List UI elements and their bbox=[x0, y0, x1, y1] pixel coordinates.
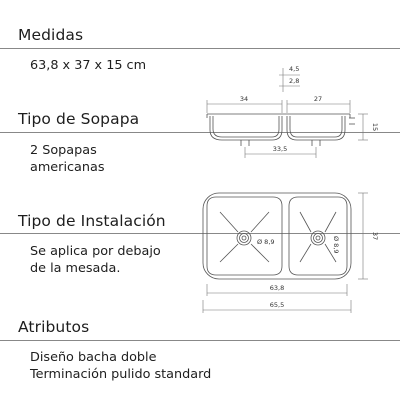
side-dimension-lines bbox=[207, 68, 368, 158]
dim-outer-width: 65,5 bbox=[269, 301, 285, 309]
dim-bottom: 33,5 bbox=[272, 145, 288, 153]
drain-right-icon bbox=[311, 231, 325, 245]
dim-height: 15 bbox=[371, 122, 379, 132]
atributos-line-2: Terminación pulido standard bbox=[30, 367, 212, 382]
drain-right-label: Ø 8,9 bbox=[332, 236, 340, 254]
dim-top-small: 4,5 bbox=[289, 65, 300, 73]
heading-medidas: Medidas bbox=[18, 26, 84, 44]
top-dimension-lines bbox=[203, 193, 368, 313]
heading-tipo-instalacion: Tipo de Instalación bbox=[18, 212, 166, 230]
drain-left-label: Ø 8,9 bbox=[257, 238, 275, 246]
drain-left-icon bbox=[237, 231, 251, 245]
atributos-line-1: Diseño bacha doble bbox=[30, 350, 157, 365]
heading-tipo-sopapa: Tipo de Sopapa bbox=[18, 110, 140, 128]
sopapa-line-2: americanas bbox=[30, 160, 105, 175]
dim-depth: 37 bbox=[371, 231, 379, 241]
medidas-value-text: 63,8 x 37 x 15 cm bbox=[30, 58, 147, 73]
dim-right-width: 27 bbox=[313, 95, 323, 103]
heading-atributos: Atributos bbox=[18, 318, 90, 336]
instalacion-line-1: Se aplica por debajo bbox=[30, 244, 161, 259]
dim-inner-width: 63,8 bbox=[269, 284, 285, 292]
sopapa-line-1: 2 Sopapas bbox=[30, 143, 97, 158]
dim-left-width: 34 bbox=[239, 95, 249, 103]
dim-top-small-2: 2,8 bbox=[289, 77, 300, 85]
sink-side-section-drawing bbox=[207, 114, 355, 146]
sink-top-plan-drawing bbox=[203, 193, 351, 279]
instalacion-line-2: de la mesada. bbox=[30, 261, 121, 276]
